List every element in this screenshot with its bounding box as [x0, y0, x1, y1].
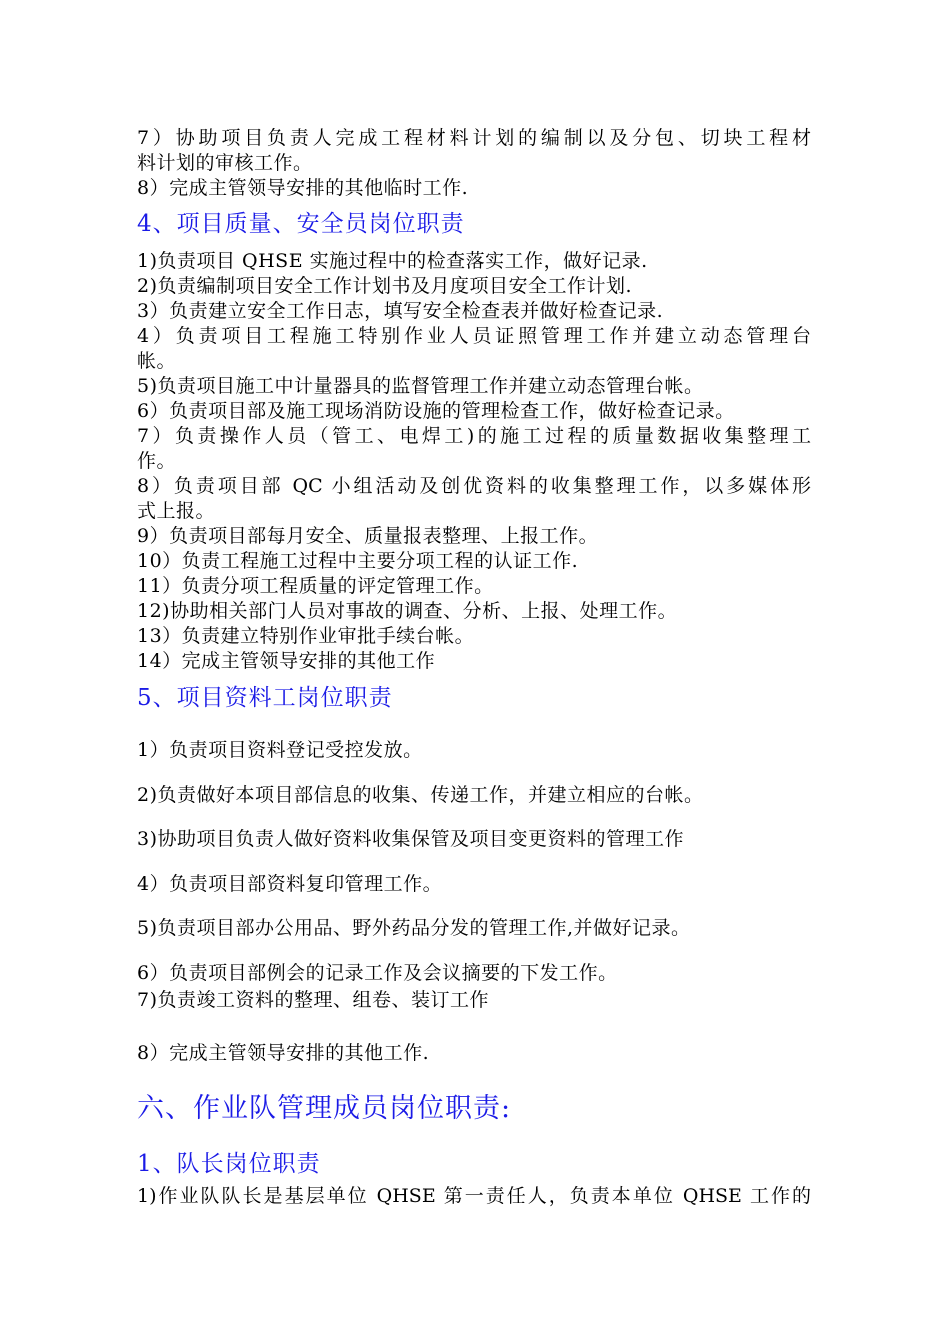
text-line: 9）负责项目部每月安全、质量报表整理、上报工作。 [137, 525, 599, 547]
text-line: 6）负责项目部例会的记录工作及会议摘要的下发工作。 [137, 962, 618, 984]
text-line: 7)负责竣工资料的整理、组卷、装订工作 [137, 989, 490, 1011]
text-line: 8）负责项目部 QC 小组活动及创优资料的收集整理工作，以多媒体形 [137, 475, 811, 497]
chapter-heading: 六、作业队管理成员岗位职责: [137, 1093, 512, 1124]
text-line: 3）负责建立安全工作日志，填写安全检查表并做好检查记录. [137, 300, 664, 322]
text-line: 作。 [137, 450, 177, 472]
text-line: 3)协助项目负责人做好资料收集保管及项目变更资料的管理工作 [137, 828, 685, 850]
text-line: 14）完成主管领导安排的其他工作 [137, 650, 436, 672]
section-heading: 5、项目资料工岗位职责 [137, 685, 393, 711]
text-line: 8）完成主管领导安排的其他临时工作. [137, 177, 469, 199]
text-line: 5)负责项目施工中计量器具的监督管理工作并建立动态管理台帐。 [137, 375, 704, 397]
text-line: 2)负责做好本项目部信息的收集、传递工作，并建立相应的台帐。 [137, 784, 704, 806]
text-line: 料计划的审核工作。 [137, 152, 313, 174]
text-line: 2)负责编制项目安全工作计划书及月度项目安全工作计划. [137, 275, 633, 297]
text-line: 7）负责操作人员（管工、电焊工)的施工过程的质量数据收集整理工 [137, 425, 811, 447]
text-line: 5)负责项目部办公用品、野外药品分发的管理工作,并做好记录。 [137, 917, 691, 939]
text-line: 式上报。 [137, 500, 216, 522]
text-line: 1)负责项目 QHSE 实施过程中的检查落实工作，做好记录. [137, 250, 648, 272]
text-line: 11）负责分项工程质量的评定管理工作。 [137, 575, 494, 597]
text-line: 4）负责项目部资料复印管理工作。 [137, 873, 443, 895]
text-line: 10）负责工程施工过程中主要分项工程的认证工作. [137, 550, 579, 572]
text-line: 12)协助相关部门人员对事故的调查、分析、上报、处理工作。 [137, 600, 678, 622]
text-line: 1）负责项目资料登记受控发放。 [137, 739, 423, 761]
text-line: 4）负责项目工程施工特别作业人员证照管理工作并建立动态管理台 [137, 325, 811, 347]
text-line: 1)作业队队长是基层单位 QHSE 第一责任人，负责本单位 QHSE 工作的 [137, 1185, 811, 1207]
text-line: 6）负责项目部及施工现场消防设施的管理检查工作，做好检查记录。 [137, 400, 735, 422]
text-line: 8）完成主管领导安排的其他工作. [137, 1042, 430, 1064]
text-line: 帐。 [137, 350, 177, 372]
section-heading: 1、队长岗位职责 [137, 1151, 321, 1177]
text-line: 13）负责建立特别作业审批手续台帐。 [137, 625, 475, 647]
text-line: 7）协助项目负责人完成工程材料计划的编制以及分包、切块工程材 [137, 127, 811, 149]
section-heading: 4、项目质量、安全员岗位职责 [137, 211, 465, 237]
